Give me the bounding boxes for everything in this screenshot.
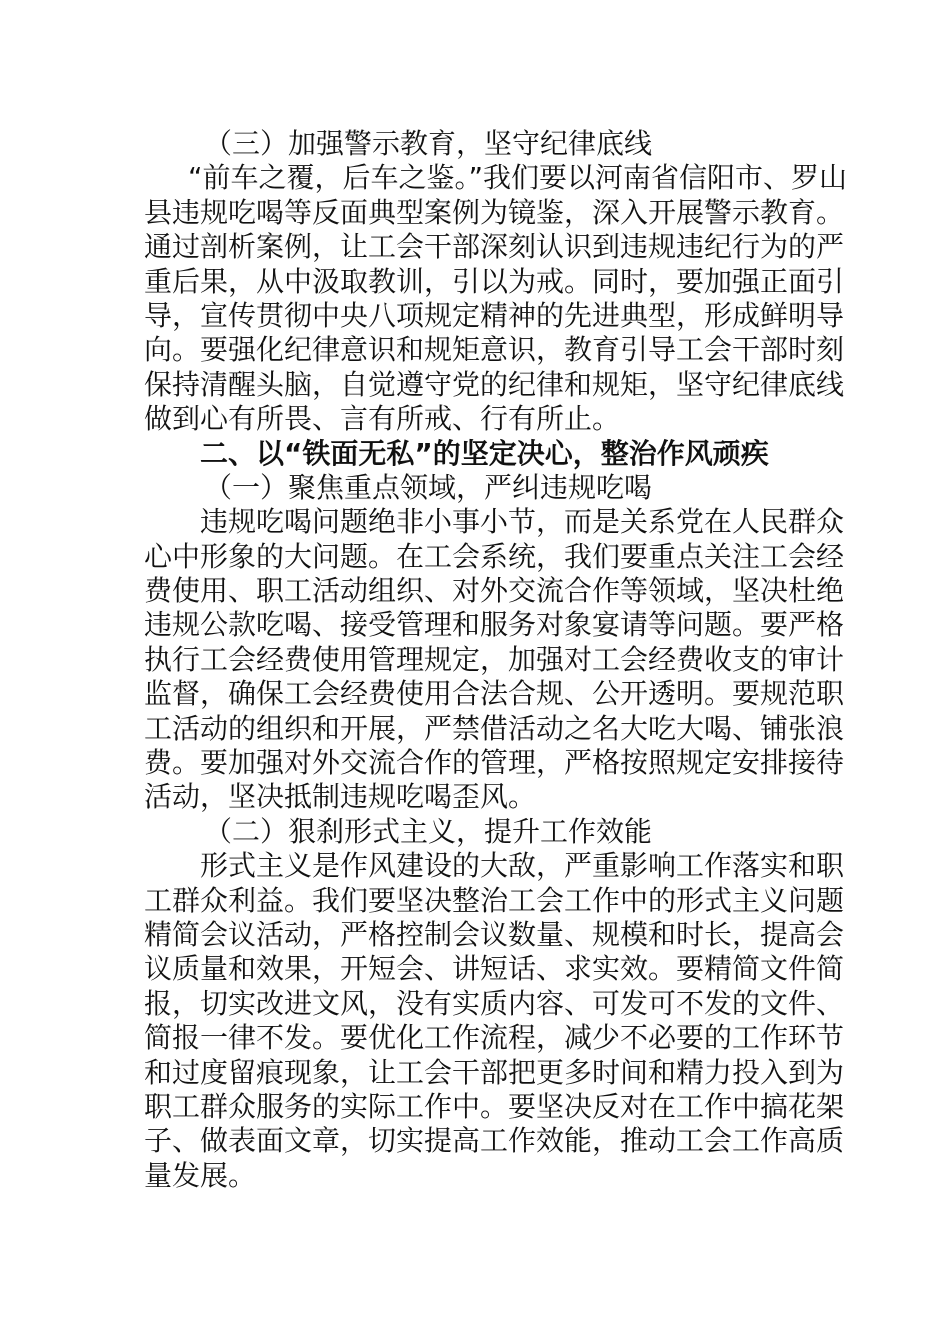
paragraph-line: 职工群众服务的实际工作中。要坚决反对在工作中搞花架 bbox=[144, 1089, 845, 1123]
part-heading: 二、以“铁面无私”的坚定决心，整治作风顽疾 bbox=[200, 436, 769, 470]
paragraph-line: 费。要加强对外交流合作的管理，严格按照规定安排接待 bbox=[144, 746, 845, 780]
paragraph-line: 子、做表面文章，切实提高工作效能，推动工会工作高质 bbox=[144, 1124, 845, 1158]
paragraph-line: 向。要强化纪律意识和规矩意识，教育引导工会干部时刻 bbox=[144, 333, 845, 367]
paragraph-line: 形式主义是作风建设的大敌，严重影响工作落实和职 bbox=[200, 849, 845, 883]
paragraph-line: 工群众利益。我们要坚决整治工会工作中的形式主义问题 bbox=[144, 883, 845, 917]
paragraph-line: 心中形象的大问题。在工会系统，我们要重点关注工会经 bbox=[144, 539, 845, 573]
paragraph-line: 活动，坚决抵制违规吃喝歪风。 bbox=[144, 780, 537, 814]
paragraph-line: 监督，确保工会经费使用合法合规、公开透明。要规范职 bbox=[144, 677, 845, 711]
paragraph-line: 通过剖析案例，让工会干部深刻认识到违规违纪行为的严 bbox=[144, 230, 845, 264]
paragraph-line: 县违规吃喝等反面典型案例为镜鉴，深入开展警示教育。 bbox=[144, 195, 845, 229]
paragraph-line: 工活动的组织和开展，严禁借活动之名大吃大喝、铺张浪 bbox=[144, 711, 845, 745]
paragraph-line: 简报一律不发。要优化工作流程，减少不必要的工作环节 bbox=[144, 1021, 845, 1055]
paragraph-line: 报，切实改进文风，没有实质内容、可发可不发的文件、 bbox=[144, 986, 845, 1020]
paragraph-line: 导，宣传贯彻中央八项规定精神的先进典型，形成鲜明导 bbox=[144, 298, 845, 332]
paragraph-line: 精简会议活动，严格控制会议数量、规模和时长，提高会 bbox=[144, 917, 845, 951]
paragraph-line: 违规公款吃喝、接受管理和服务对象宴请等问题。要严格 bbox=[144, 608, 845, 642]
paragraph-line: “前车之覆，后车之鉴。”我们要以河南省信阳市、罗山 bbox=[188, 161, 848, 195]
paragraph-line: 重后果，从中汲取教训，引以为戒。同时，要加强正面引 bbox=[144, 264, 845, 298]
section-heading: （三）加强警示教育，坚守纪律底线 bbox=[204, 127, 653, 160]
paragraph-line: 和过度留痕现象，让工会干部把更多时间和精力投入到为 bbox=[144, 1055, 845, 1089]
document-body bbox=[144, 127, 848, 1193]
paragraph-line: 做到心有所畏、言有所戒、行有所止。 bbox=[144, 402, 621, 436]
section-heading: （一）聚焦重点领域，严纠违规吃喝 bbox=[204, 470, 653, 504]
paragraph-line: 费使用、职工活动组织、对外交流合作等领域，坚决杜绝 bbox=[144, 574, 845, 608]
paragraph-line: 执行工会经费使用管理规定，加强对工会经费收支的审计 bbox=[144, 642, 845, 676]
paragraph-line: 量发展。 bbox=[144, 1158, 257, 1192]
section-heading: （二）狠刹形式主义，提升工作效能 bbox=[204, 814, 653, 848]
paragraph-line: 保持清醒头脑，自觉遵守党的纪律和规矩，坚守纪律底线 bbox=[144, 367, 845, 401]
paragraph-line: 议质量和效果，开短会、讲短话、求实效。要精简文件简 bbox=[144, 952, 845, 986]
paragraph-line: 违规吃喝问题绝非小事小节，而是关系党在人民群众 bbox=[200, 505, 845, 539]
